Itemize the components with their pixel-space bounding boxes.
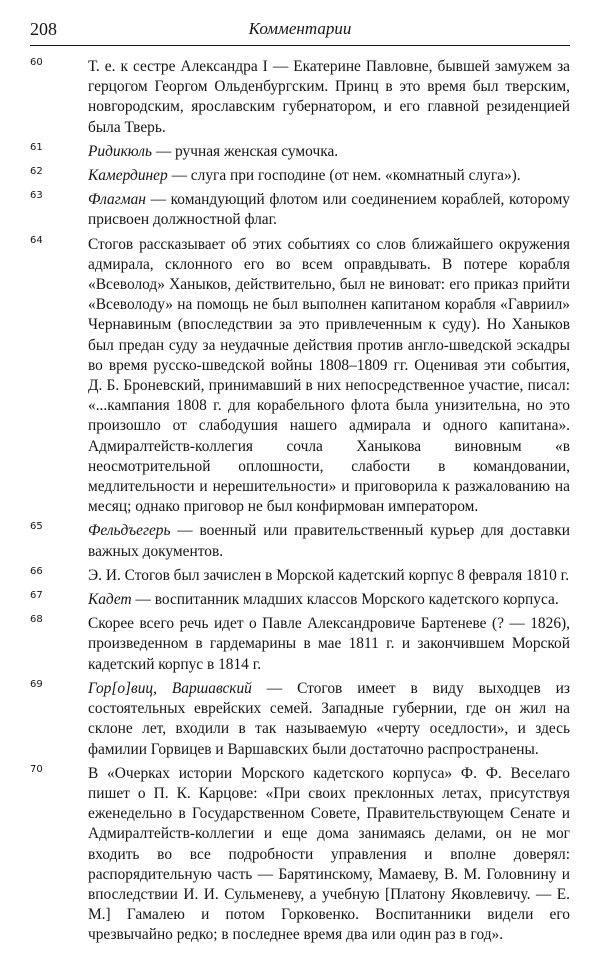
note-body: — военный или правительственный курьер для доставки важных документов. [88,522,570,560]
running-title: Комментарии [248,19,352,38]
note-term: Фельдъегерь [88,522,171,540]
note-text [88,190,570,230]
note-body: — воспитанник младших классов Морского кадетского корпуса. [131,591,559,609]
note-body: — слуга при господине (от нем. «комнатный слуга»). [167,167,521,185]
note-number: 62 [30,166,43,178]
note-text [88,166,570,186]
note-number: 68 [30,614,43,626]
note-number: 60 [30,57,43,68]
note-text [88,679,570,760]
note-body: В «Очерках истории Морского кадетского корпуса» Ф. Ф. Веселаго пишет о П. К. Карцове: «При своих преклонных летах, присутствуя еженедельно в Государственном Совете, Правительствующем Сенате и Адмиралтейств-коллегии и еще дома занимаясь делами, он не мог входить во все подробности управления и вполне доверял: распорядительную часть — Барятинскому, Мамаеву, В. М. Головнину и впоследствии И. И. Сульменеву, а учебную [Платону Яковлевичу. — Е. М.] Гамалею и потом Горковенко. Воспитанники видели его чрезвычайно редко; в последнее время два или один раз в год». [88,764,570,944]
note-body: Стогов рассказывает об этих событиях со слов ближайшего окружения адмирала, склонного его во всем оправдывать. В потере корабля «Всеволод» Ханыков, действительно, был не виноват: его приказ прийти «Всеволоду» на помощь не был выполнен капитаном корабля «Гавриил» Чернавиным (впоследствии за это привлеченным к суду). Но Ханыков был предан суду за неудачные действия против англо-шведской эскадры во время русско-шведской войны 1808–1809 гг. Оценивая эти события, Д. Б. Броневский, принимавший в них непосредственное участие, писал: «...кампания 1808 г. для корабельного флота была унизительна, но это произошло от слабодушия нашего адмирала и одного капитана». Адмиралтейств-коллегия сочла Ханыкова виновным «в неосмотрительной оплошности, слабости в командовании, медлительности и нерешительности» и приговорила к разжалованию на месяц; однако приговор не был конфирмован императором. [88,235,570,516]
note-number: 69 [30,678,43,690]
note-body: Скорее всего речь идет о Павле Александровиче Бартеневе (? — 1826), произведенном в гардемарины в мае 1811 г. и закончившем Морской кадетский корпус в 1814 г. [88,615,570,673]
page-header [30,17,570,41]
note-term: Флагман [88,191,146,209]
note-term: Камердинер [88,167,168,185]
note-62 [30,166,570,186]
header-rule [30,45,570,46]
note-63 [30,190,570,230]
note-text [88,590,570,610]
note-70 [30,764,570,946]
note-65 [30,521,570,561]
note-body: Э. И. Стогов был зачислен в Морской кадетский корпус 8 февраля 1810 г. [88,566,570,584]
note-number: 66 [30,565,43,577]
note-text [88,566,570,586]
note-number: 61 [30,141,43,153]
note-60 [30,57,570,138]
note-68 [30,614,570,675]
note-number: 64 [30,234,43,246]
note-text [88,764,570,946]
note-66 [30,566,570,586]
note-number: 63 [30,190,43,202]
note-text [88,521,570,561]
note-64 [30,235,570,518]
note-number: 70 [30,763,43,775]
note-body: — командующий флотом или соединением кораблей, которому присвоен должностной флаг. [88,191,570,229]
note-number: 67 [30,590,43,602]
page-number: 208 [30,19,57,39]
note-term: Ридикюль [88,142,152,160]
note-61 [30,142,570,162]
note-number: 65 [30,521,43,533]
note-body: — ручная женская сумочка. [151,142,339,160]
note-body: Т. е. к сестре Александра I — Екатерине Павловне, бывшей замужем за герцогом Георгом Ольденбургским. Принц в это время был тверским, новгородским, ярославским губернатором, и его главной резиденцией была Тверь. [88,58,570,136]
note-69 [30,679,570,760]
note-text [88,614,570,675]
note-body: — Стогов имеет в виду выходцев из состоятельных еврейских семей. Западные губернии, где он жил на склоне лет, входили в так называемую «черту оседлости», и здесь фамилии Горвицев и Варшавских были достаточно распространены. [88,679,570,758]
note-term: Гор[о]виц, Варшавский [88,679,252,697]
notes-list [30,57,570,950]
note-text [88,142,570,162]
note-67 [30,590,570,610]
note-text [88,57,570,138]
note-term: Кадет [88,591,132,609]
note-text [88,235,570,518]
